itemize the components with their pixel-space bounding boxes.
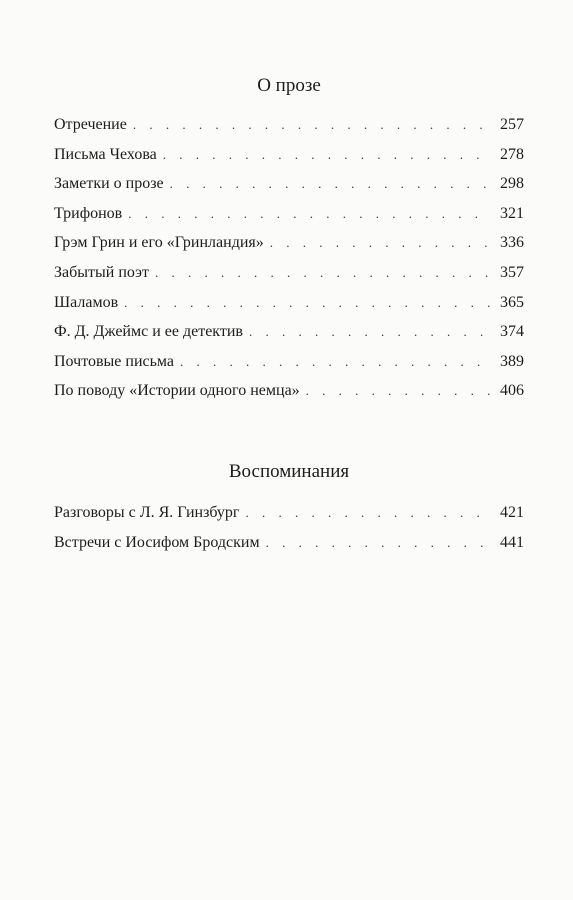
dot-leader [180, 352, 490, 372]
toc-entry-list [54, 503, 524, 562]
dot-leader [266, 533, 490, 553]
entry-page-number: 257 [500, 116, 524, 133]
entry-page-number: 406 [500, 382, 524, 400]
dot-leader [245, 503, 490, 523]
toc-entry [54, 263, 524, 293]
toc-section-prose [54, 74, 524, 411]
toc-entry [54, 381, 524, 411]
entry-page-number: 421 [500, 504, 524, 521]
dot-leader [155, 263, 490, 283]
entry-title: Письма Чехова [54, 145, 157, 163]
section-title: О прозе [257, 75, 321, 96]
entry-title: Встречи с Иосифом Бродским [54, 533, 260, 551]
entry-title: Грэм Грин и его «Гринландия» [54, 234, 264, 252]
dot-leader [133, 115, 490, 135]
toc-entry [54, 503, 524, 533]
dot-leader [170, 174, 490, 194]
toc-entry [54, 293, 524, 323]
toc-entry [54, 533, 524, 563]
entry-title: По поводу «Истории одного немца» [54, 382, 300, 400]
toc-entry [54, 352, 524, 382]
entry-page-number: 374 [500, 323, 524, 341]
dot-leader [128, 204, 490, 224]
toc-entry [54, 174, 524, 204]
entry-page-number: 278 [500, 145, 524, 163]
entry-title: Заметки о прозе [54, 175, 164, 193]
entry-title: Ф. Д. Джеймс и ее детектив [54, 323, 243, 341]
entry-page-number: 336 [500, 234, 524, 252]
entry-title: Почтовые письма [54, 352, 175, 370]
entry-page-number: 365 [500, 293, 524, 311]
entry-title: Разговоры с Л. Я. Гинзбург [54, 504, 240, 521]
toc-entry [54, 233, 524, 263]
entry-title: Отречение [54, 116, 127, 133]
entry-title: Забытый поэт [54, 263, 149, 281]
dot-leader [163, 145, 490, 165]
dot-leader [306, 381, 490, 401]
toc-section-memoirs [54, 460, 524, 562]
toc-entry-list [54, 115, 524, 411]
entry-page-number: 298 [500, 175, 524, 193]
dot-leader [270, 233, 490, 253]
entry-title: Трифонов [54, 204, 123, 222]
section-title: Воспоминания [228, 461, 350, 482]
entry-page-number: 321 [500, 204, 524, 222]
toc-entry [54, 115, 524, 145]
toc-entry [54, 204, 524, 234]
entry-page-number: 357 [500, 263, 524, 281]
entry-title: Шаламов [54, 293, 119, 311]
toc-entry [54, 322, 524, 352]
dot-leader [249, 322, 490, 342]
entry-page-number: 441 [500, 533, 524, 551]
toc-entry [54, 145, 524, 175]
entry-page-number: 389 [500, 352, 524, 370]
dot-leader [124, 293, 490, 313]
